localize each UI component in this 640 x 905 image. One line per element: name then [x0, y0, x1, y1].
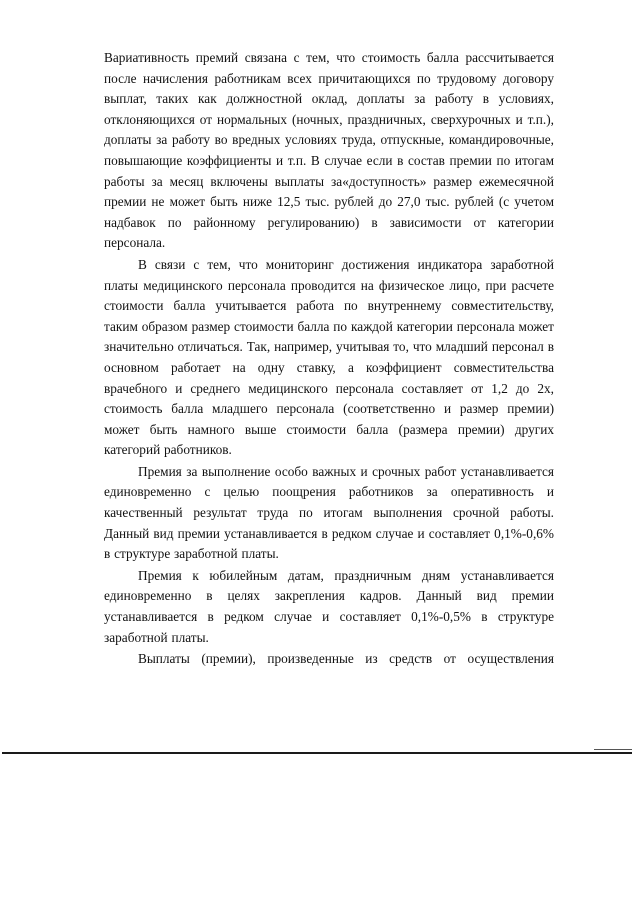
document-body: [104, 48, 554, 670]
paragraph-jubilee-premium: Премия к юбилейным датам, праздничным дням устанавливается единовременно в целях закрепления кадров. Данный вид премии устанавливается в редком случае и составляет 0,1%-0,5% в структуре заработной платы.: [104, 567, 554, 645]
footer-divider-line: [2, 752, 632, 754]
paragraph-monitoring-indicator: В связи с тем, что мониторинг достижения индикатора заработной платы медицинского персонала проводится на физическое лицо, при расчете стоимости балла учитывается работа по внутреннему совместительству, таким образом размер стоимости балла по каждой категории персонала может значительно отличаться. Так, например, учитывая то, что младший персонал в основном работает на одну ставку, а коэффициент совместительства врачебного и среднего медицинского персонала составляет от 1,2 до 2х, стоимость балла младшего персонала (соответственно и размер премии) может быть намного выше стоимости балла (размера премии) других категорий работников.: [104, 256, 554, 458]
paragraph-urgent-work-premium: Премия за выполнение особо важных и срочных работ устанавливается единовременно с целью поощрения работников за оперативность и качественный результат труда по итогам выполнения срочной работы. Данный вид премии устанавливается в редком случае и составляет 0,1%-0,6% в структуре заработной платы.: [104, 463, 554, 562]
footer-divider-tail: [594, 749, 632, 750]
paragraph-payments-continued: Выплаты (премии), произведенные из средств от осуществления: [138, 651, 554, 667]
paragraph-premium-variability: Вариативность премий связана с тем, что стоимость балла рассчитывается после начисления работникам всех причитающихся по трудовому договору выплат, таких как должностной оклад, доплаты за работу в условиях, отклоняющихся от нормальных (ночных, праздничных, сверхурочных и т.п.), доплаты за работу во вредных условиях труда, отпускные, командировочные, повышающие коэффициенты и т.п. В случае если в состав премии по итогам работы за месяц включены выплаты за«доступность» размер ежемесячной премии не может быть ниже 12,5 тыс. рублей до 27,0 тыс. рублей (с учетом надбавок по районному регулированию) в зависимости от категории персонала.: [104, 50, 554, 251]
